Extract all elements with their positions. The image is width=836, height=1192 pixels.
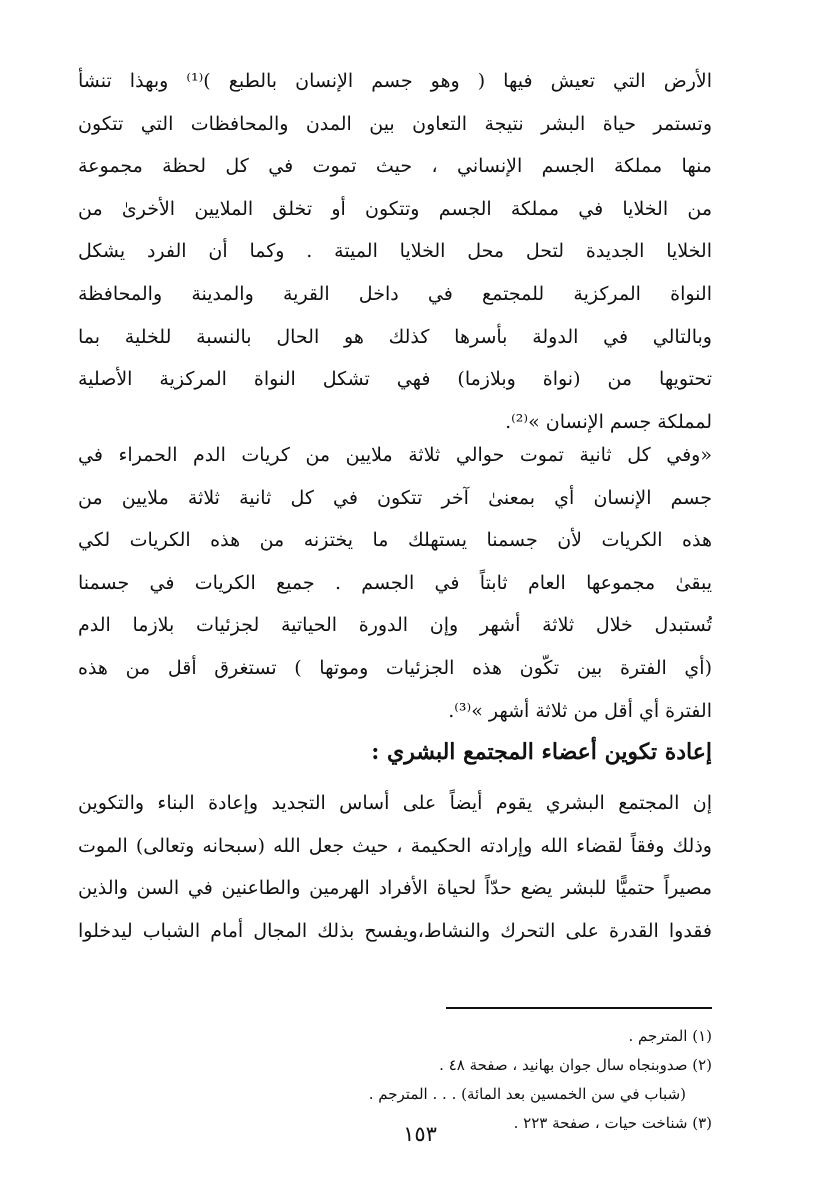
paragraph-line: منها مملكة الجسم الإنساني ، حيث تموت في كل لحظة مجموعة [78,155,712,178]
footnote-2: (٢) صدوبنجاه سال جوان بهانيد ، صفحة ٤٨ . [439,1056,712,1074]
section-heading: إعادة تكوين أعضاء المجتمع البشري : [371,739,712,765]
page-number: ١٥٣ [403,1122,437,1146]
paragraph-line: تحتويها من (نواة وبلازما) فهي تشكل النواة المركزية الأصلية [78,368,712,391]
paragraph-line: يبقىٰ مجموعها العام ثابتاً في الجسم . جميع الكريات في جسمنا [78,571,712,594]
footnote-3: (٣) شناخت حيات ، صفحة ٢٢٣ . [513,1114,712,1132]
paragraph-line: جسم الإنسان أي بمعنىٰ آخر تتكون في كل ثانية ثلاثة ملايين من [78,486,712,509]
paragraph-line: الخلايا الجديدة لتحل محل الخلايا الميتة . وكما أن الفرد يشكل [78,240,712,263]
paragraph-line: مصيراً حتميًّا للبشر يضع حدّاً لحياة الأفراد الهرمين والطاعنين في السن والذين [78,877,712,900]
paragraph-line: وبالتالي في الدولة بأسرها كذلك هو الحال بالنسبة للخلية بما [78,325,712,348]
paragraph-3 [78,782,712,952]
paragraph-2-quote [78,434,712,732]
paragraph-line: من الخلايا في مملكة الجسم وتتكون أو تخلق الملايين الأخرىٰ من [78,197,712,220]
paragraph-1 [78,60,712,443]
paragraph-line: فقدوا القدرة على التحرك والنشاط،ويفسح بذلك المجال أمام الشباب ليدخلوا [78,919,712,942]
paragraph-line: وذلك وفقاً لقضاء الله وإرادته الحكيمة ، حيث جعل الله (سبحانه وتعالى) الموت [78,834,712,857]
footnotes [78,1022,712,1138]
paragraph-line: هذه الكريات لأن جسمنا يستهلك ما يختزنه من هذه الكريات لكي [78,529,712,552]
paragraph-line: «وفي كل ثانية تموت حوالي ثلاثة ملايين من كريات الدم الحمراء في [78,444,712,466]
footnote-2-note: (شباب في سن الخمسين بعد المائة) . . . المترجم . [368,1085,686,1103]
footnote-1: (١) المترجم . [628,1027,712,1045]
paragraph-line: تُستبدل خلال ثلاثة أشهر وإن الدورة الحياتية لجزئيات بلازما الدم [78,614,712,637]
paragraph-line: الفترة أي أقل من ثلاثة أشهر »⁽³⁾. [448,699,712,722]
paragraph-line: (أي الفترة بين تكّون هذه الجزئيات وموتها ) تستغرق أقل من هذه [78,656,712,679]
paragraph-line: وتستمر حياة البشر نتيجة التعاون بين المدن والمحافظات التي تتكون [78,112,712,135]
footnote-divider [446,1007,712,1009]
paragraph-line: النواة المركزية للمجتمع في داخل القرية والمدينة والمحافظة [78,282,712,305]
paragraph-line: الأرض التي تعيش فيها ( وهو جسم الإنسان بالطبع )⁽¹⁾ وبهذا تنشأ [78,70,712,92]
paragraph-line: إن المجتمع البشري يقوم أيضاً على أساس التجديد وإعادة البناء والتكوين [78,792,712,814]
paragraph-line: لمملكة جسم الإنسان »⁽²⁾. [505,410,712,433]
